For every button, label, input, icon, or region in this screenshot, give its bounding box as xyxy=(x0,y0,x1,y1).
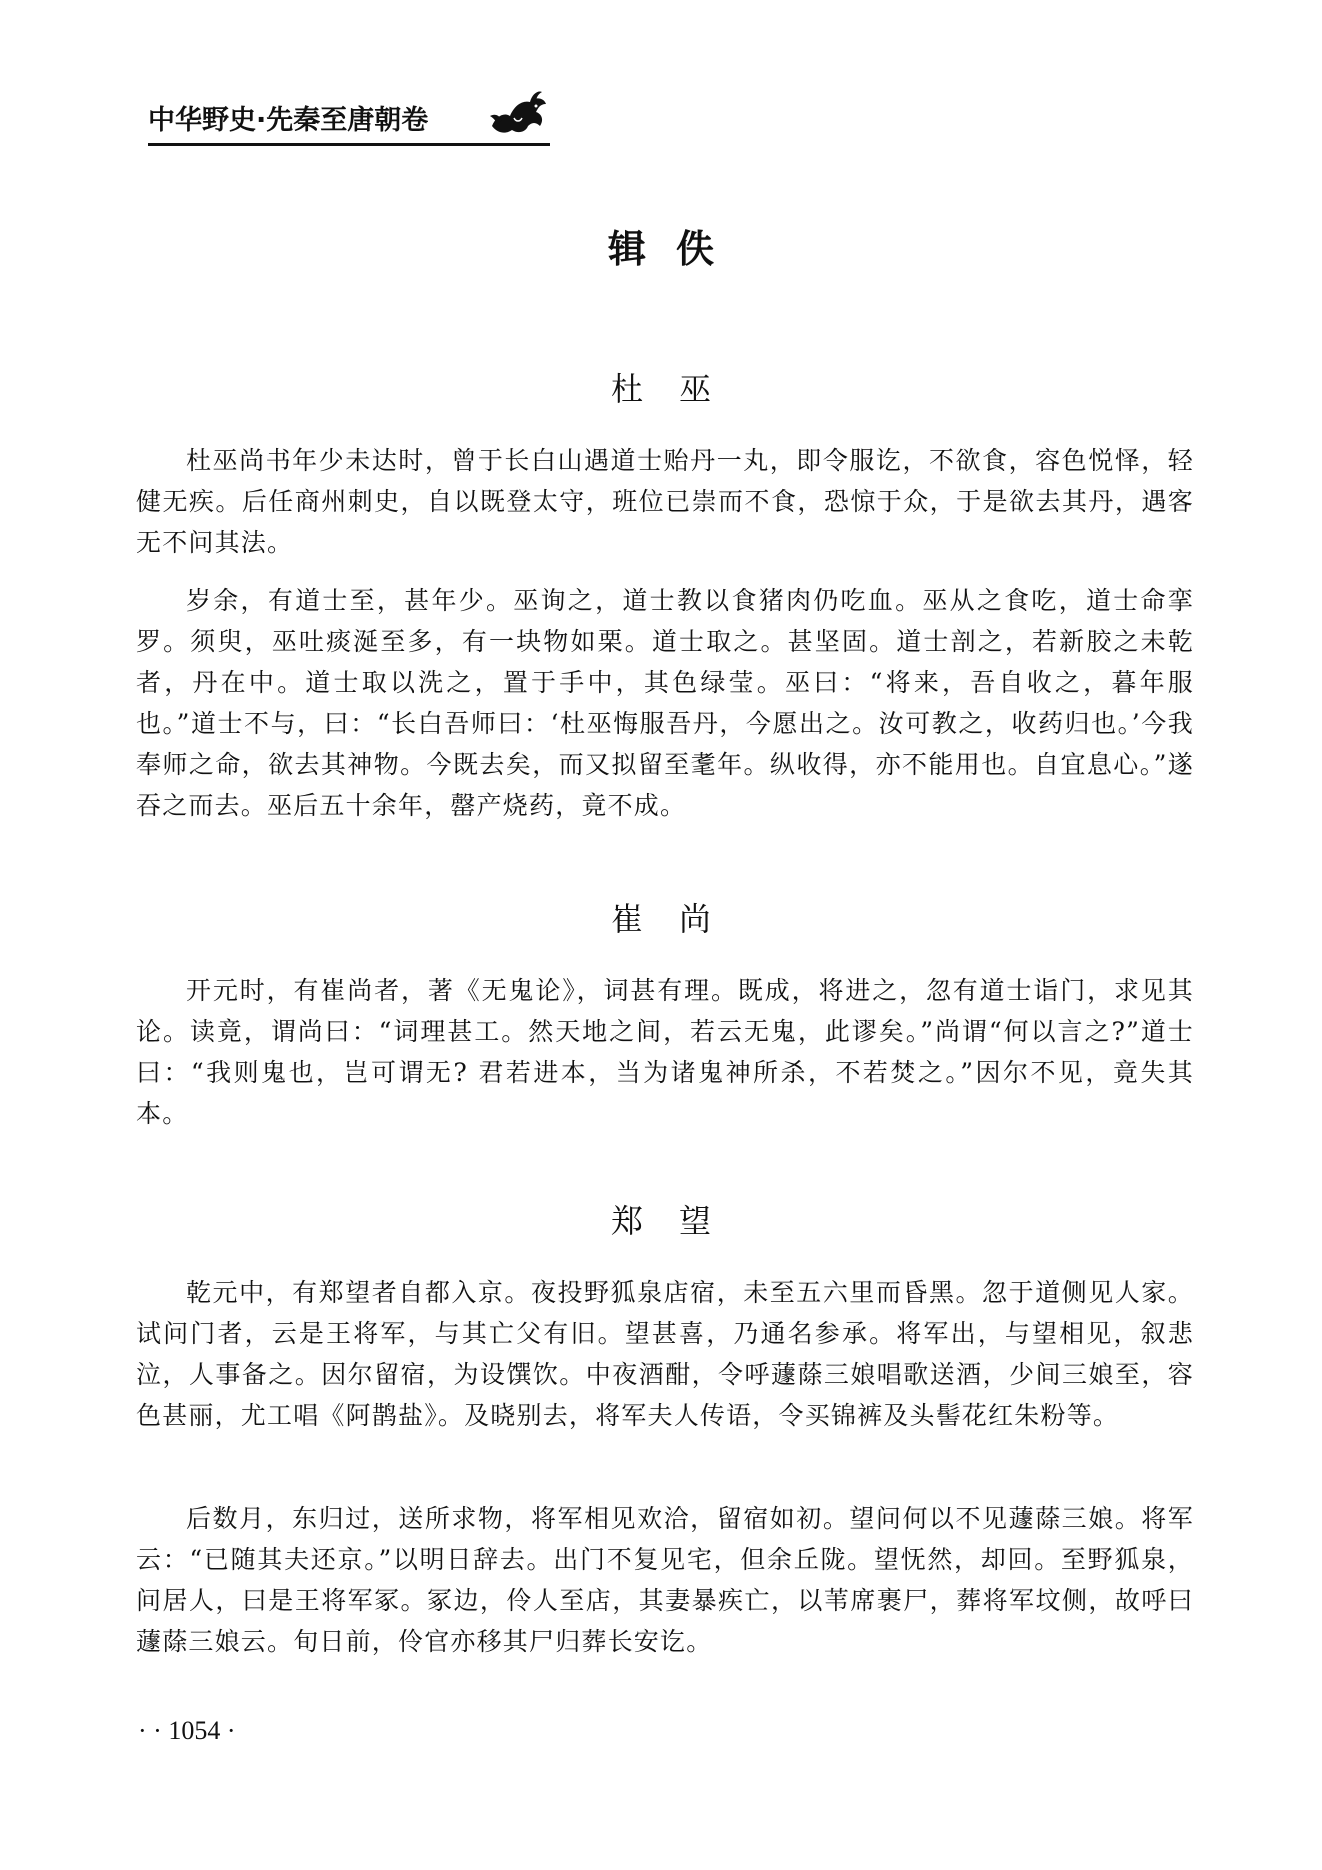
chapter-title: 辑佚 xyxy=(607,227,744,271)
paragraph: 杜巫尚书年少未达时，曾于长白山遇道士贻丹一丸，即令服讫，不欲食，容色悦怿，轻健无疾。后任商州刺史，自以既登太守，班位已崇而不食，恐惊于众，于是欲去其丹，遇客无不问其法。 xyxy=(136,446,1194,557)
section-title-zheng-wang: 郑望 xyxy=(610,1202,747,1240)
paragraph: 后数月，东归过，送所求物，将军相见欢洽，留宿如初。望问何以不见蘧蒢三娘。将军云：“已随其夫还京。”以明日辞去。出门不复见宅，但余丘陇。望怃然，却回。至野狐泉，问居人，曰是王将军冢。冢边，伶人至店，其妻暴疾亡，以苇席裹尸，葬将军坟侧，故呼曰蘧蒢三娘云。旬日前，伶官亦移其尸归葬长安讫。 xyxy=(136,1504,1194,1656)
page-number: · · 1054 · xyxy=(138,1716,236,1745)
dragon-logo-icon xyxy=(486,86,550,138)
paragraph: 乾元中，有郑望者自都入京。夜投野狐泉店宿，未至五六里而昏黑。忽于道侧见人家。试问门者，云是王将军，与其亡父有旧。望甚喜，乃通名参承。将军出，与望相见，叙悲泣，人事备之。因尔留宿，为设馔饮。中夜酒酣，令呼蘧蒢三娘唱歌送酒，少间三娘至，容色甚丽，尤工唱《阿鹊盐》。及晓别去，将军夫人传语，令买锦裤及头髻花红朱粉等。 xyxy=(136,1278,1194,1430)
section-title-du-wu: 杜巫 xyxy=(610,370,747,408)
paragraph: 岁余，有道士至，甚年少。巫询之，道士教以食猪肉仍吃血。巫从之食吃，道士命挛罗。须臾，巫吐痰涎至多，有一块物如栗。道士取之。甚坚固。道士剖之，若新胶之未乾者，丹在中。道士取以洗之，置于手中，其色绿莹。巫曰：“将来，吾自收之，暮年服也。”道士不与，曰：“长白吾师曰：‘杜巫悔服吾丹，今愿出之。汝可教之，收药归也。’今我奉师之命，欲去其神物。今既去矣，而又拟留至耄年。纵收得，亦不能用也。自宜息心。”遂吞之而去。巫后五十余年，罄产烧药，竟不成。 xyxy=(136,586,1194,820)
header-rule xyxy=(148,143,550,146)
book-title: 中华野史·先秦至唐朝卷 xyxy=(148,105,429,136)
paragraph: 开元时，有崔尚者，著《无鬼论》，词甚有理。既成，将进之，忽有道士诣门，求见其论。读竟，谓尚曰：“词理甚工。然天地之间，若云无鬼，此谬矣。”尚谓“何以言之?”道士曰：“我则鬼也，岂可谓无? 君若进本，当为诸鬼神所杀，不若焚之。”因尔不见，竟失其本。 xyxy=(136,976,1194,1128)
section-title-cui-shang: 崔尚 xyxy=(610,900,747,938)
running-header xyxy=(148,86,550,146)
